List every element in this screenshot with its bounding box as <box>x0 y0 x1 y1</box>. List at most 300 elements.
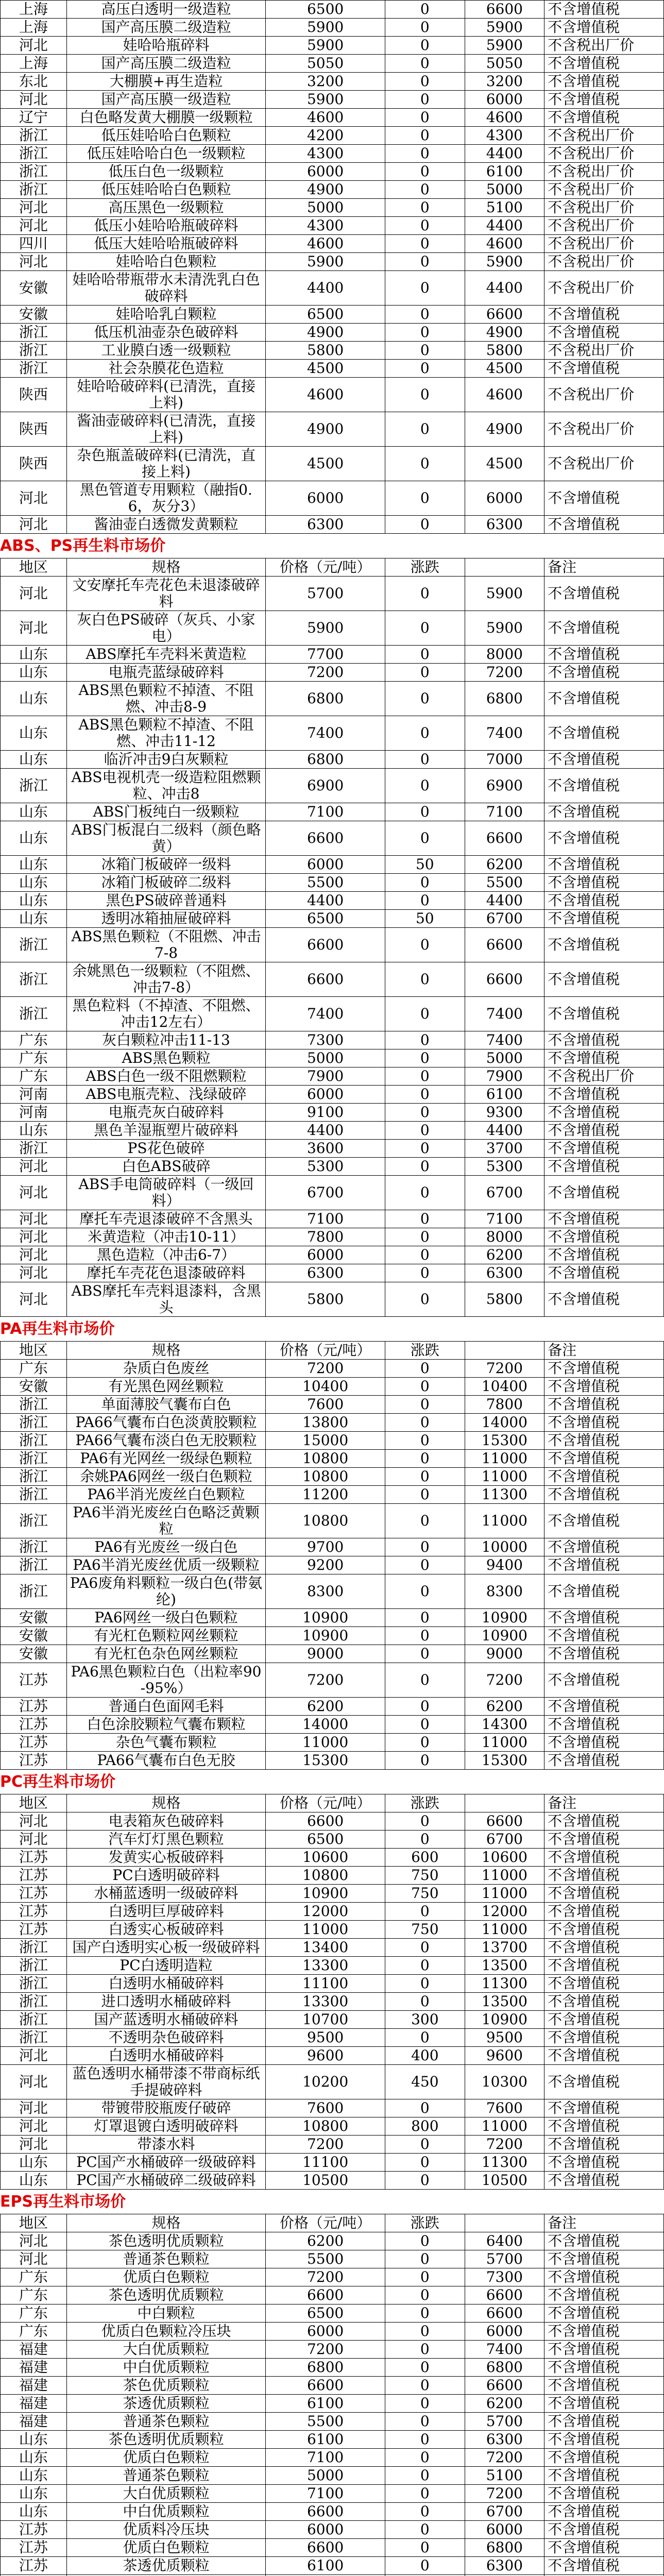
table-cell: 4400 <box>465 145 544 163</box>
table-cell: 0 <box>385 1831 465 1849</box>
table-row <box>1 145 664 163</box>
table-cell: 0 <box>385 2286 465 2304</box>
table-cell: 不含增值税 <box>544 2557 664 2575</box>
table-cell: 不含增值税 <box>544 2065 664 2099</box>
table-cell: 4300 <box>465 127 544 145</box>
table-cell: 不含增值税 <box>544 481 664 516</box>
column-header: 价格（元/吨） <box>266 1794 385 1812</box>
table-row <box>1 2395 664 2413</box>
table-cell: 0 <box>385 1246 465 1264</box>
table-cell: 河北 <box>1 199 67 217</box>
table-cell: 6100 <box>465 1086 544 1104</box>
table-cell: 浙江 <box>1 2011 67 2029</box>
table-cell: 14300 <box>465 1716 544 1734</box>
table-row <box>1 2047 664 2065</box>
table-row <box>1 2557 664 2575</box>
table-cell: 10800 <box>266 1450 385 1468</box>
table-cell: 0 <box>385 997 465 1031</box>
table-cell: 黑色造粒（冲击6-7） <box>66 1246 265 1264</box>
table-cell: 5900 <box>465 577 544 611</box>
table-cell: 7100 <box>465 1210 544 1228</box>
table-cell: 6300 <box>465 2557 544 2575</box>
table-cell: 0 <box>385 2521 465 2539</box>
table-cell: 水桶蓝透明一级破碎料 <box>66 1885 265 1903</box>
table-cell: 0 <box>385 2136 465 2154</box>
table-cell: 7200 <box>266 2136 385 2154</box>
table-cell: 11000 <box>465 1867 544 1885</box>
table-cell: 3200 <box>266 73 385 91</box>
table-cell: 高压白透明一级造粒 <box>66 1 265 19</box>
table-cell: 浙江 <box>1 342 67 360</box>
table-row <box>1 1867 664 1885</box>
table-row <box>1 1698 664 1716</box>
table-row <box>1 163 664 181</box>
table-cell: 安徽 <box>1 271 67 306</box>
table-cell: 不含增值税 <box>544 109 664 127</box>
table-cell: 不含增值税 <box>544 1049 664 1067</box>
table-row <box>1 2341 664 2359</box>
table-cell: 安徽 <box>1 1609 67 1627</box>
table-cell: 7000 <box>465 751 544 769</box>
table-cell: 0 <box>385 803 465 821</box>
table-cell: 6200 <box>465 1246 544 1264</box>
table-cell: 6800 <box>266 2359 385 2377</box>
table-cell: 不含增值税 <box>544 2521 664 2539</box>
table-cell: PA6有光网丝一级绿色颗粒 <box>66 1450 265 1468</box>
table-cell: 13500 <box>465 1957 544 1975</box>
table-cell: 浙江 <box>1 1993 67 2011</box>
table-cell: 8300 <box>465 1574 544 1609</box>
table-cell: 0 <box>385 1468 465 1486</box>
table-cell: 不含税出厂价 <box>544 253 664 271</box>
table-cell: 10900 <box>266 1609 385 1627</box>
table-cell: 杂色气囊布颗粒 <box>66 1734 265 1752</box>
column-header: 规格 <box>66 1342 265 1360</box>
table-cell: 普通茶色颗粒 <box>66 2467 265 2485</box>
table-cell: 不含增值税 <box>544 2172 664 2190</box>
table-cell: 0 <box>385 1939 465 1957</box>
table-cell: 10600 <box>266 1849 385 1867</box>
table-cell: 0 <box>385 1627 465 1645</box>
table-cell: 0 <box>385 1663 465 1698</box>
table-cell: 4400 <box>266 1122 385 1140</box>
table-row <box>1 217 664 235</box>
table-cell: 不含增值税 <box>544 1645 664 1663</box>
table-cell: PA6半消光废丝优质一级颗粒 <box>66 1556 265 1574</box>
table-row <box>1 1122 664 1140</box>
table-cell: 6000 <box>266 1086 385 1104</box>
table-cell: 7100 <box>266 2485 385 2503</box>
table-cell: 不含增值税 <box>544 928 664 962</box>
table-cell: 0 <box>385 1993 465 2011</box>
table-cell: 6200 <box>465 2395 544 2413</box>
table-cell: 广东 <box>1 2323 67 2341</box>
table-cell: 摩托车壳退漆破碎不含黑头 <box>66 1210 265 1228</box>
table-cell: 6600 <box>465 928 544 962</box>
table-cell: 9600 <box>266 2047 385 2065</box>
table-cell: 灰白颗粒冲击11-13 <box>66 1031 265 1049</box>
table-cell: 不含增值税 <box>544 1627 664 1645</box>
table-cell: ABS黑色颗粒不掉渣、不阻燃、冲击8-9 <box>66 682 265 716</box>
table-cell: 6300 <box>266 1264 385 1282</box>
table-cell: 酱油壶白透微发黄颗粒 <box>66 516 265 534</box>
table-cell: 5900 <box>266 37 385 55</box>
table-cell: 不含增值税 <box>544 1698 664 1716</box>
table-cell: 河北 <box>1 1228 67 1246</box>
table-cell: 0 <box>385 892 465 910</box>
table-row <box>1 1716 664 1734</box>
table-cell: 4900 <box>266 324 385 342</box>
table-cell: 河北 <box>1 481 67 516</box>
table-cell: 5050 <box>266 55 385 73</box>
table-cell: 0 <box>385 2172 465 2190</box>
table-cell: PA6有光废丝一级白色 <box>66 1538 265 1556</box>
table-cell: 6000 <box>266 2521 385 2539</box>
table-cell: 杂质白色废丝 <box>66 1360 265 1378</box>
table-cell: 0 <box>385 2449 465 2467</box>
table-cell: 不含增值税 <box>544 1734 664 1752</box>
table-cell: 浙江 <box>1 928 67 962</box>
table-cell: 9200 <box>266 1556 385 1574</box>
table-cell: 河北 <box>1 2099 67 2117</box>
column-header: 规格 <box>66 1794 265 1812</box>
table-header-row <box>1 558 664 577</box>
table-cell: 不含税出厂价 <box>544 199 664 217</box>
table-cell: 不含增值税 <box>544 1609 664 1627</box>
table-cell: 山东 <box>1 2467 67 2485</box>
table-cell: 河北 <box>1 217 67 235</box>
table-cell: 0 <box>385 145 465 163</box>
table-cell: 优质白色颗粒冷压块 <box>66 2323 265 2341</box>
table-cell: 9500 <box>266 2029 385 2047</box>
table-cell: 0 <box>385 271 465 306</box>
table-cell: 5900 <box>465 37 544 55</box>
table-cell: 0 <box>385 874 465 892</box>
table-row <box>1 1 664 19</box>
table-cell: 不含增值税 <box>544 1975 664 1993</box>
table-cell: 安徽 <box>1 1645 67 1663</box>
table-row <box>1 1210 664 1228</box>
table-cell: 不含增值税 <box>544 1 664 19</box>
table-cell: 9100 <box>266 1104 385 1122</box>
table-cell: 5900 <box>266 253 385 271</box>
table-cell: 江苏 <box>1 1716 67 1734</box>
table-cell: 不含税出厂价 <box>544 127 664 145</box>
table-cell: 0 <box>385 577 465 611</box>
table-cell: 不含增值税 <box>544 516 664 534</box>
table-row <box>1 1975 664 1993</box>
table-cell: 0 <box>385 682 465 716</box>
table-cell: 0 <box>385 1812 465 1831</box>
table-cell: 6600 <box>266 962 385 997</box>
table-cell: 0 <box>385 611 465 646</box>
table-cell: 不含增值税 <box>544 1663 664 1698</box>
table-cell: 300 <box>385 2011 465 2029</box>
table-cell: 山东 <box>1 1122 67 1140</box>
table-cell: 国产高压膜二级造粒 <box>66 19 265 37</box>
table-cell: 白透明巨厚破碎料 <box>66 1903 265 1921</box>
table-cell: 4500 <box>266 360 385 378</box>
table-row <box>1 73 664 91</box>
table-cell: 浙江 <box>1 360 67 378</box>
table-cell: 6100 <box>266 2395 385 2413</box>
column-header: 备注 <box>544 2214 664 2232</box>
table-cell: 5900 <box>465 19 544 37</box>
table-row <box>1 1396 664 1414</box>
table-cell: 0 <box>385 1538 465 1556</box>
table-cell: 不含税出厂价 <box>544 181 664 199</box>
price-table <box>0 0 664 534</box>
table-row <box>1 716 664 751</box>
section-title: ABS、PS再生料市场价 <box>0 537 166 555</box>
table-cell: 上海 <box>1 19 67 37</box>
column-header: 规格 <box>66 2214 265 2232</box>
table-cell: 6600 <box>266 821 385 856</box>
table-cell: 6800 <box>465 2359 544 2377</box>
table-cell: 7200 <box>465 1360 544 1378</box>
table-cell: 低压娃哈哈白色颗粒 <box>66 127 265 145</box>
table-cell: 不含增值税 <box>544 751 664 769</box>
table-cell: 7200 <box>465 2136 544 2154</box>
table-cell: 6700 <box>465 2503 544 2521</box>
table-cell: 浙江 <box>1 1396 67 1414</box>
table-cell: 6000 <box>266 2323 385 2341</box>
table-cell: 0 <box>385 716 465 751</box>
table-cell: 9600 <box>465 2047 544 2065</box>
table-cell: 6100 <box>266 2431 385 2449</box>
table-cell: 不含增值税 <box>544 1993 664 2011</box>
table-cell: 11300 <box>465 1975 544 1993</box>
table-row <box>1 2413 664 2431</box>
table-cell: 6000 <box>266 1246 385 1264</box>
table-cell: 12000 <box>266 1903 385 1921</box>
table-cell: 江苏 <box>1 1734 67 1752</box>
table-cell: 普通茶色颗粒 <box>66 2250 265 2268</box>
table-cell: 11000 <box>465 1504 544 1538</box>
table-cell: 6600 <box>266 1812 385 1831</box>
table-cell: 不含增值税 <box>544 360 664 378</box>
table-cell: 7200 <box>266 1360 385 1378</box>
table-cell: 10900 <box>266 1885 385 1903</box>
table-cell: PA6废角料颗粒一级白色(带氨纶) <box>66 1574 265 1609</box>
table-cell: 10600 <box>465 1849 544 1867</box>
table-row <box>1 1414 664 1432</box>
table-cell: 5000 <box>266 1049 385 1067</box>
table-cell: 不含增值税 <box>544 2136 664 2154</box>
table-row <box>1 360 664 378</box>
table-cell: 河北 <box>1 1831 67 1849</box>
table-cell: 不含增值税 <box>544 1282 664 1317</box>
table-cell: ABS摩托车壳料退漆料，含黑头 <box>66 1282 265 1317</box>
table-cell: 14000 <box>266 1716 385 1734</box>
table-cell: 4300 <box>266 217 385 235</box>
table-cell: 0 <box>385 2154 465 2172</box>
table-cell: 娃哈哈瓶碎料 <box>66 37 265 55</box>
table-cell: 0 <box>385 2232 465 2250</box>
table-cell: 不含增值税 <box>544 1360 664 1378</box>
section-title: PA再生料市场价 <box>0 1320 115 1338</box>
table-cell: 0 <box>385 2485 465 2503</box>
table-row <box>1 109 664 127</box>
table-cell: 浙江 <box>1 1957 67 1975</box>
table-cell: 13700 <box>465 1939 544 1957</box>
table-cell: 茶色优质颗粒 <box>66 2377 265 2395</box>
table-cell: 优质白色颗粒 <box>66 2539 265 2557</box>
table-cell: 国产高压膜一级造粒 <box>66 91 265 109</box>
column-header <box>465 1794 544 1812</box>
table-cell: 7100 <box>266 2449 385 2467</box>
table-row <box>1 856 664 874</box>
table-cell: 娃哈哈带瓶带水未清洗乳白色破碎料 <box>66 271 265 306</box>
table-cell: 0 <box>385 1210 465 1228</box>
table-cell: 浙江 <box>1 1450 67 1468</box>
table-cell: 不含增值税 <box>544 1140 664 1158</box>
table-cell: 江苏 <box>1 1885 67 1903</box>
table-cell: 广东 <box>1 1049 67 1067</box>
table-cell: PC白透明造粒 <box>66 1957 265 1975</box>
table-row <box>1 324 664 342</box>
table-cell: 浙江 <box>1 2029 67 2047</box>
table-cell: 冰箱门板破碎二级料 <box>66 874 265 892</box>
column-header <box>465 1342 544 1360</box>
table-cell: 7200 <box>465 664 544 682</box>
table-cell: 9300 <box>465 1104 544 1122</box>
column-header: 涨跌 <box>385 1342 465 1360</box>
table-cell: 7200 <box>266 2268 385 2286</box>
table-cell: 4400 <box>266 271 385 306</box>
table-cell: 河北 <box>1 577 67 611</box>
table-cell: 福建 <box>1 2395 67 2413</box>
table-cell: 450 <box>385 2065 465 2099</box>
table-row <box>1 127 664 145</box>
table-cell: 0 <box>385 821 465 856</box>
table-cell: 8000 <box>465 1228 544 1246</box>
table-cell: 山东 <box>1 892 67 910</box>
table-cell: 9400 <box>465 1556 544 1574</box>
table-cell: 不含税出厂价 <box>544 271 664 306</box>
table-cell: 6500 <box>266 2304 385 2323</box>
table-cell: 河北 <box>1 1246 67 1264</box>
table-cell: 5000 <box>465 181 544 199</box>
table-cell: 0 <box>385 2467 465 2485</box>
table-row <box>1 2359 664 2377</box>
table-cell: 11000 <box>266 1921 385 1939</box>
table-cell: 10800 <box>266 1504 385 1538</box>
table-cell: 不含增值税 <box>544 2117 664 2136</box>
table-cell: 中白颗粒 <box>66 2304 265 2323</box>
table-cell: 不含税出厂价 <box>544 342 664 360</box>
table-cell: 带漆水料 <box>66 2136 265 2154</box>
table-cell: 大白优质颗粒 <box>66 2485 265 2503</box>
table-row <box>1 2232 664 2250</box>
table-cell: 不含增值税 <box>544 2539 664 2557</box>
table-cell: 河北 <box>1 253 67 271</box>
table-cell: PA66气囊布白色无胶 <box>66 1752 265 1770</box>
table-cell: 广东 <box>1 2268 67 2286</box>
table-cell: 透明冰箱抽屉破碎料 <box>66 910 265 928</box>
table-cell: 6100 <box>465 163 544 181</box>
table-cell: 6600 <box>465 1 544 19</box>
table-row <box>1 1486 664 1504</box>
table-cell: 10800 <box>266 1468 385 1486</box>
table-cell: 6600 <box>465 962 544 997</box>
table-row <box>1 1504 664 1538</box>
table-cell: 陕西 <box>1 412 67 447</box>
table-cell: 4900 <box>266 412 385 447</box>
table-cell: 750 <box>385 1867 465 1885</box>
table-cell: 山东 <box>1 2172 67 2190</box>
table-row <box>1 1993 664 2011</box>
table-row <box>1 447 664 481</box>
table-cell: 8300 <box>266 1574 385 1609</box>
table-cell: 0 <box>385 1 465 19</box>
table-row <box>1 1468 664 1486</box>
table-row <box>1 2377 664 2395</box>
table-cell: 4900 <box>465 412 544 447</box>
table-cell: 15300 <box>465 1752 544 1770</box>
table-cell: 7400 <box>465 716 544 751</box>
table-cell: 0 <box>385 2323 465 2341</box>
table-cell: 4900 <box>465 324 544 342</box>
table-cell: 不含增值税 <box>544 2047 664 2065</box>
table-cell: 0 <box>385 1734 465 1752</box>
table-cell: PA66气囊布淡白色无胶颗粒 <box>66 1432 265 1450</box>
table-cell: 河北 <box>1 2047 67 2065</box>
table-cell: 国产高压膜二级造粒 <box>66 55 265 73</box>
table-cell: 余姚黑色一级颗粒（不阻燃、冲击7-8） <box>66 962 265 997</box>
table-cell: 不含增值税 <box>544 1210 664 1228</box>
table-cell: 河北 <box>1 2250 67 2268</box>
table-cell: 0 <box>385 516 465 534</box>
column-header <box>465 2214 544 2232</box>
table-header-row <box>1 2214 664 2232</box>
table-cell: 浙江 <box>1 1468 67 1486</box>
table-cell: 5000 <box>266 199 385 217</box>
table-row <box>1 1432 664 1450</box>
table-cell: 0 <box>385 2377 465 2395</box>
table-cell: 6600 <box>266 2286 385 2304</box>
table-cell: 不含增值税 <box>544 91 664 109</box>
table-cell: 福建 <box>1 2413 67 2431</box>
table-cell: 河北 <box>1 1176 67 1210</box>
table-cell: 不含增值税 <box>544 1867 664 1885</box>
table-row <box>1 412 664 447</box>
table-cell: 0 <box>385 1486 465 1504</box>
table-row <box>1 1556 664 1574</box>
table-cell: 不含增值税 <box>544 821 664 856</box>
table-cell: 5900 <box>266 19 385 37</box>
table-cell: 6600 <box>465 1812 544 1831</box>
table-cell: 不含增值税 <box>544 997 664 1031</box>
table-cell: 不含增值税 <box>544 2250 664 2268</box>
table-cell: 不含增值税 <box>544 716 664 751</box>
table-cell: 不含税出厂价 <box>544 412 664 447</box>
table-cell: 7900 <box>465 1067 544 1086</box>
table-cell: 11000 <box>465 1885 544 1903</box>
table-cell: 5900 <box>266 91 385 109</box>
table-cell: 3700 <box>465 1140 544 1158</box>
table-cell: 0 <box>385 2503 465 2521</box>
table-cell: 黑色管道专用颗粒（融指0.6，灰分3） <box>66 481 265 516</box>
table-cell: 白透实心板破碎料 <box>66 1921 265 1939</box>
column-header: 价格（元/吨） <box>266 558 385 577</box>
table-cell: 0 <box>385 306 465 324</box>
table-cell: 6800 <box>465 682 544 716</box>
table-row <box>1 2172 664 2190</box>
table-row <box>1 55 664 73</box>
table-cell: 安徽 <box>1 1378 67 1396</box>
table-cell: 0 <box>385 2431 465 2449</box>
